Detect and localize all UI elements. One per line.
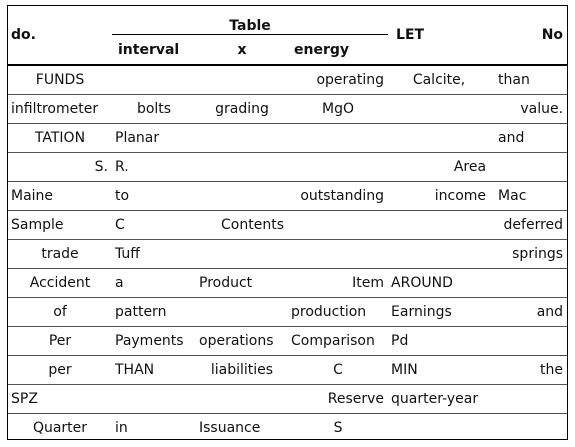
table-row (8, 269, 567, 298)
table-cell: Contents (196, 211, 288, 240)
table-cell (196, 65, 288, 95)
table-cell (112, 385, 196, 414)
header-interval: interval (112, 35, 196, 66)
table-cell: per (8, 356, 112, 385)
table-cell: in (115, 420, 128, 436)
table-cell: deferred (490, 211, 567, 240)
table-row (8, 327, 567, 356)
table-cell: MIN (388, 356, 490, 385)
table-frame (7, 5, 568, 440)
table-row (8, 124, 567, 153)
table-cell: MgO (288, 95, 388, 124)
table-row (8, 95, 567, 124)
table-cell: S (333, 420, 343, 436)
table-cell: Reserve (288, 385, 388, 414)
table-cell: Comparison (288, 327, 388, 356)
table-cell: value. (490, 95, 567, 124)
table-cell (196, 240, 288, 269)
table-cell (388, 124, 490, 153)
table-cell: Maine (8, 182, 112, 211)
table-cell: grading (196, 95, 288, 124)
table-cell: pattern (112, 298, 196, 327)
table-cell: Quarter (32, 420, 88, 436)
table-cell: outstanding (288, 182, 388, 211)
table-cell: and (490, 124, 567, 153)
table-cell (288, 124, 388, 153)
table-cell: Per (8, 327, 112, 356)
table-cell: the (490, 356, 567, 385)
table-row (8, 240, 567, 269)
table-cell: than (490, 65, 567, 95)
table-cell (288, 240, 388, 269)
table-row (8, 356, 567, 385)
header-table: Table (112, 6, 388, 35)
table-cell: Sample (8, 211, 112, 240)
table-cell (288, 211, 388, 240)
table-cell: Mac (490, 182, 567, 211)
table-cell: and (490, 298, 567, 327)
data-table (8, 6, 567, 442)
table-cell: Planar (112, 124, 196, 153)
table-cell: S. (8, 153, 112, 182)
table-row (8, 414, 567, 443)
table-row (8, 153, 567, 182)
table-cell: Item (288, 269, 388, 298)
table-row (8, 298, 567, 327)
table-cell: R. (112, 153, 196, 182)
header-x: x (196, 35, 288, 66)
table-cell: Pd (388, 327, 490, 356)
table-cell: production (288, 298, 388, 327)
table-cell (288, 153, 388, 182)
table-cell (490, 269, 567, 298)
table-cell (196, 124, 288, 153)
table-cell (196, 298, 288, 327)
table-cell (388, 414, 490, 443)
table-cell: quarter-year (388, 385, 490, 414)
table-cell: Payments (112, 327, 196, 356)
table-cell: TATION (8, 124, 112, 153)
table-cell: income (388, 182, 490, 211)
table-cell: of (8, 298, 112, 327)
header-energy: energy (288, 35, 388, 66)
table-cell: Accident (8, 269, 112, 298)
table-cell: liabilities (196, 356, 288, 385)
table-cell: Tuff (112, 240, 196, 269)
table-cell: a (112, 269, 196, 298)
header-no: No (490, 6, 567, 65)
header-do: do. (8, 6, 112, 65)
table-cell (388, 240, 490, 269)
table-cell: operating (288, 65, 388, 95)
table-cell: springs (490, 240, 567, 269)
table-cell: Issuance (199, 420, 261, 436)
table-cell: trade (8, 240, 112, 269)
table-cell (388, 211, 490, 240)
table-header (8, 6, 567, 65)
table-cell: SPZ (8, 385, 112, 414)
table-cell: Product (196, 269, 288, 298)
table-cell: Area (388, 153, 490, 182)
table-cell: infiltrometer (8, 95, 112, 124)
table-row (8, 65, 567, 95)
table-cell (388, 95, 490, 124)
table-row (8, 385, 567, 414)
table-cell (490, 153, 567, 182)
table-cell (112, 65, 196, 95)
table-cell (490, 327, 567, 356)
table-cell (490, 414, 567, 443)
table-cell (196, 153, 288, 182)
table-row (8, 211, 567, 240)
table-cell (196, 385, 288, 414)
table-cell (490, 385, 567, 414)
table-cell: operations (196, 327, 288, 356)
table-cell: THAN (112, 356, 196, 385)
table-cell: bolts (112, 95, 196, 124)
table-cell: to (112, 182, 196, 211)
table-cell: FUNDS (8, 65, 112, 95)
header-let: LET (388, 6, 490, 65)
table-cell: Calcite, (388, 65, 490, 95)
table-cell: AROUND (388, 269, 490, 298)
table-cell (196, 182, 288, 211)
table-cell: Earnings (388, 298, 490, 327)
table-cell: C (288, 356, 388, 385)
table-cell: C (112, 211, 196, 240)
table-row (8, 182, 567, 211)
